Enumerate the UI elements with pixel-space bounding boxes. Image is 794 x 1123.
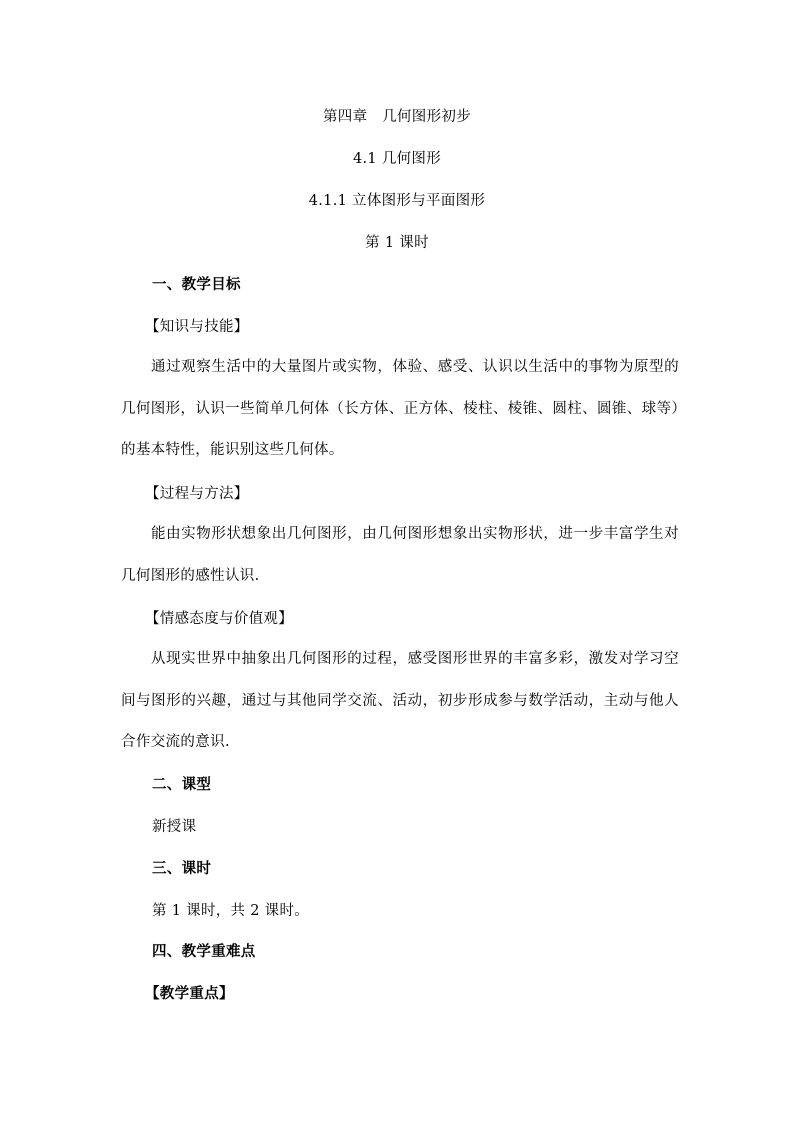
paragraph-attitude: 从现实世界中抽象出几何图形的过程，感受图形世界的丰富多彩，激发对学习空间与图形的兴趣，通过与其他同学交流、活动，初步形成参与数学活动，主动与他人合作交流的意识. — [121, 651, 679, 750]
section-heading-class-hours: 三、课时 — [152, 860, 212, 877]
chapter-title: 第四章 几何图形初步 — [323, 109, 471, 125]
section-heading-key-points: 四、教学重难点 — [152, 943, 256, 960]
lesson-type-value: 新授课 — [152, 819, 197, 835]
subsection-label-attitude: 【情感态度与价值观】 — [145, 611, 293, 627]
class-hours-value: 第 1 课时，共 2 课时。 — [152, 903, 310, 919]
section-heading-lesson-type: 二、课型 — [152, 776, 212, 793]
section-heading-objectives: 一、教学目标 — [152, 276, 241, 293]
subsection-label-teaching-focus: 【教学重点】 — [145, 985, 234, 1002]
lesson-title: 第 1 课时 — [365, 235, 429, 251]
subsection-title: 4.1.1 立体图形与平面图形 — [308, 193, 486, 209]
subsection-label-knowledge: 【知识与技能】 — [145, 319, 249, 335]
section-title: 4.1 几何图形 — [352, 151, 442, 167]
subsection-label-process: 【过程与方法】 — [145, 486, 249, 502]
paragraph-knowledge: 通过观察生活中的大量图片或实物，体验、感受、认识以生活中的事物为原型的几何图形，认识一些简单几何体（长方体、正方体、棱柱、棱锥、圆柱、圆锥、球等）的基本特性，能识别这些几何体。 — [121, 359, 679, 458]
paragraph-process: 能由实物形状想象出几何图形，由几何图形想象出实物形状，进一步丰富学生对几何图形的感性认识. — [121, 526, 679, 584]
